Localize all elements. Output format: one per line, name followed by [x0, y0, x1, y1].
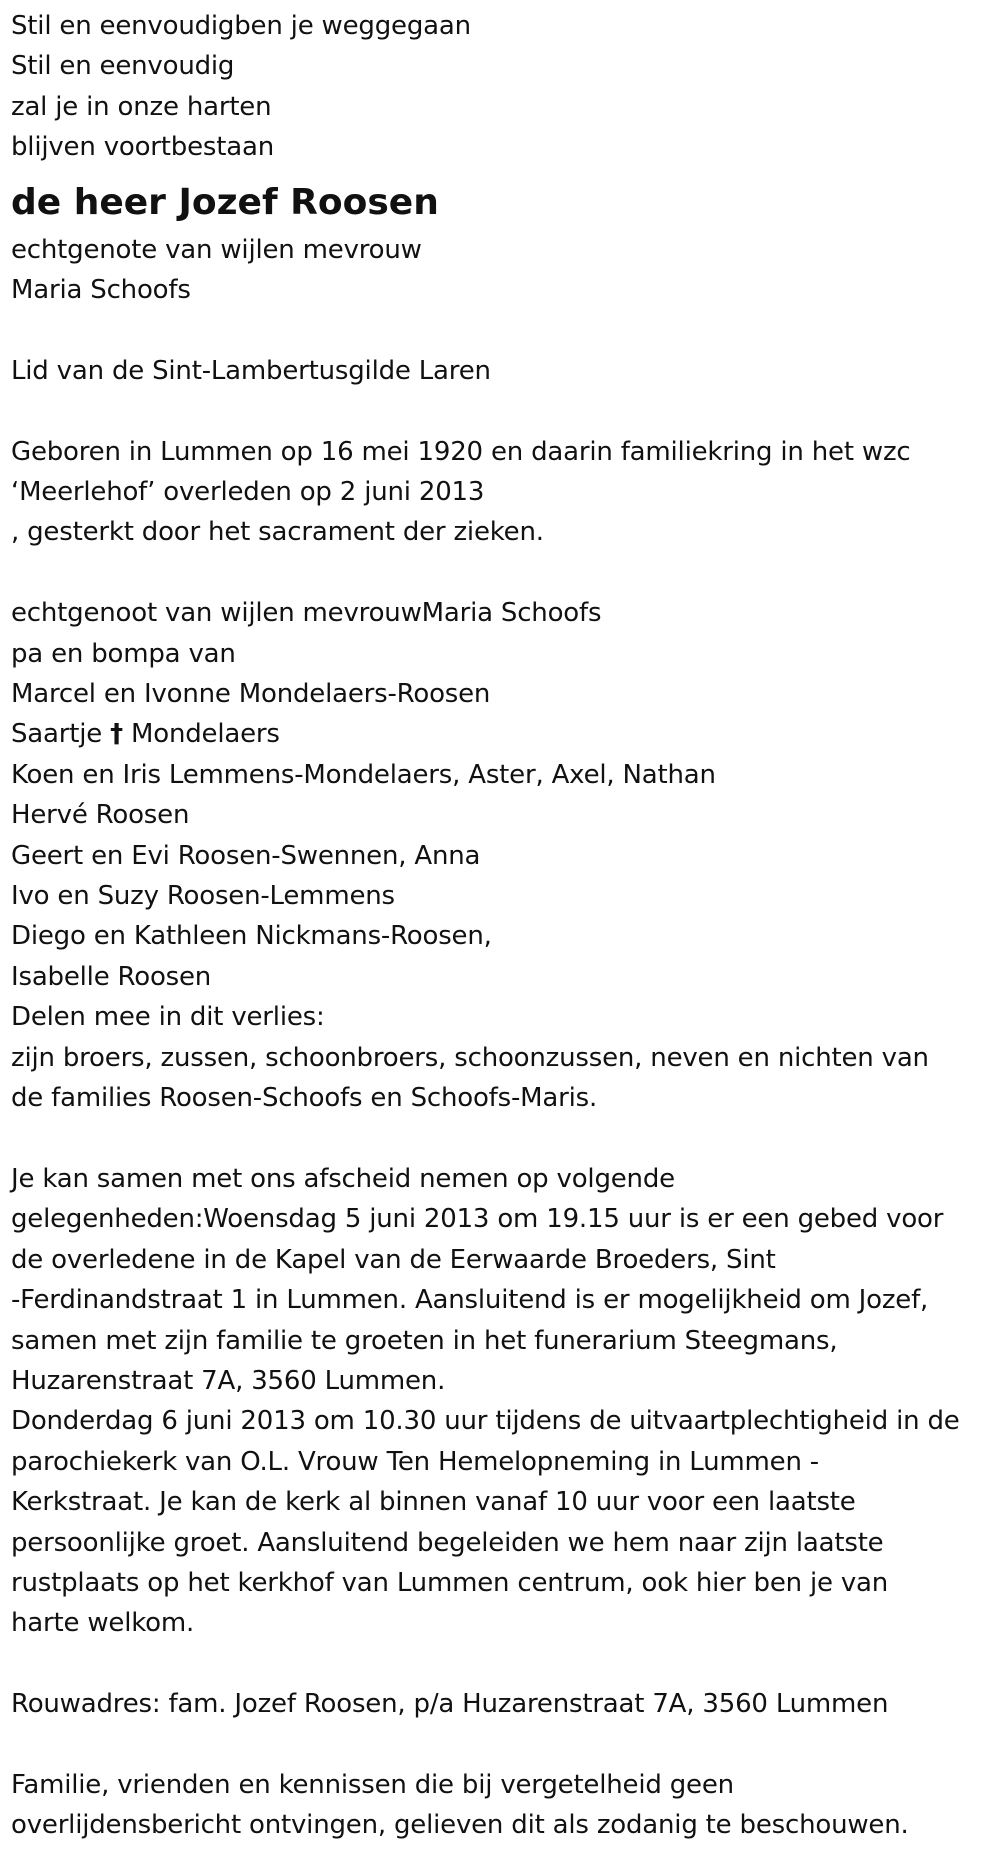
- family-line: pa en bompa van: [11, 638, 236, 669]
- paragraph-line: persoonlijke groet. Aansluitend begeleiden we hem naar zijn laatste: [11, 1527, 884, 1558]
- poem: [11, 6, 996, 168]
- spacer: [11, 391, 996, 431]
- family-line: Diego en Kathleen Nickmans-Roosen,: [11, 921, 492, 952]
- paragraph-line: de overledene in de Kapel van de Eerwaarde Broeders, Sint: [11, 1244, 776, 1275]
- family-line: Koen en Iris Lemmens-Mondelaers, Aster, Axel, Nathan: [11, 759, 716, 790]
- poem-line: blijven voortbestaan: [11, 132, 274, 163]
- family-line: Isabelle Roosen: [11, 961, 212, 992]
- paragraph-line: Donderdag 6 juni 2013 om 10.30 uur tijdens de uitvaartplechtigheid in de: [11, 1406, 960, 1437]
- paragraph-line: Familie, vrienden en kennissen die bij vergetelheid geen: [11, 1769, 734, 1800]
- family-line: Delen mee in dit verlies:: [11, 1002, 325, 1033]
- birth-death-paragraph: [11, 432, 996, 553]
- poem-line: zal je in onze harten: [11, 91, 272, 122]
- family-line: echtgenoot van wijlen mevrouwMaria Schoofs: [11, 598, 602, 629]
- poem-line: Stil en eenvoudig: [11, 51, 235, 82]
- cross-icon: †: [110, 719, 123, 750]
- family-line: zijn broers, zussen, schoonbroers, schoonzussen, neven en nichten van: [11, 1042, 929, 1073]
- spouse-name: Maria Schoofs: [11, 275, 191, 306]
- family-line: de families Roosen-Schoofs en Schoofs-Maris.: [11, 1083, 598, 1114]
- paragraph-line: samen met zijn familie te groeten in het funerarium Steegmans,: [11, 1325, 838, 1356]
- spacer: [11, 1644, 996, 1684]
- closing-paragraph: [11, 1765, 996, 1846]
- family-line-part: Mondelaers: [122, 719, 280, 750]
- paragraph-line: parochiekerk van O.L. Vrouw Ten Hemelopneming in Lummen -: [11, 1446, 819, 1477]
- spouse-line: echtgenote van wijlen mevrouw: [11, 234, 422, 265]
- family-line-part: Saartje: [11, 719, 111, 750]
- deceased-name: de heer Jozef Roosen: [11, 181, 439, 223]
- mourning-address: Rouwadres: fam. Jozef Roosen, p/a Huzarenstraat 7A, 3560 Lummen: [11, 1689, 889, 1720]
- paragraph-line: ‘Meerlehof’ overleden op 2 juni 2013: [11, 477, 485, 508]
- family-line: Marcel en Ivonne Mondelaers-Roosen: [11, 679, 491, 710]
- poem-line: Stil en eenvoudigben je weggegaan: [11, 11, 471, 41]
- paragraph-line: , gesterkt door het sacrament der zieken.: [11, 517, 544, 548]
- farewell-paragraph: [11, 1159, 996, 1644]
- family-line-with-cross: [11, 714, 996, 754]
- family-list: [11, 593, 996, 1118]
- obituary-document: [11, 6, 996, 1846]
- paragraph-line: rustplaats op het kerkhof van Lummen centrum, ook hier ben je van: [11, 1567, 889, 1598]
- spacer: [11, 553, 996, 593]
- paragraph-line: Huzarenstraat 7A, 3560 Lummen.: [11, 1365, 446, 1396]
- family-line: Hervé Roosen: [11, 800, 190, 831]
- paragraph-line: overlijdensbericht ontvingen, gelieven dit als zodanig te beschouwen.: [11, 1810, 909, 1841]
- spacer: [11, 1119, 996, 1159]
- paragraph-line: -Ferdinandstraat 1 in Lummen. Aansluitend is er mogelijkheid om Jozef,: [11, 1285, 929, 1316]
- membership: Lid van de Sint-Lambertusgilde Laren: [11, 355, 491, 386]
- paragraph-line: Kerkstraat. Je kan de kerk al binnen vanaf 10 uur voor een laatste: [11, 1487, 856, 1518]
- paragraph-line: gelegenheden:Woensdag 5 juni 2013 om 19.15 uur is er een gebed voor: [11, 1204, 944, 1235]
- paragraph-line: harte welkom.: [11, 1608, 195, 1639]
- family-line: Ivo en Suzy Roosen-Lemmens: [11, 881, 395, 912]
- paragraph-line: Je kan samen met ons afscheid nemen op volgende: [11, 1163, 675, 1194]
- spacer: [11, 310, 996, 350]
- spacer: [11, 1725, 996, 1765]
- family-line: Geert en Evi Roosen-Swennen, Anna: [11, 840, 481, 871]
- paragraph-line: Geboren in Lummen op 16 mei 1920 en daarin familiekring in het wzc: [11, 436, 911, 467]
